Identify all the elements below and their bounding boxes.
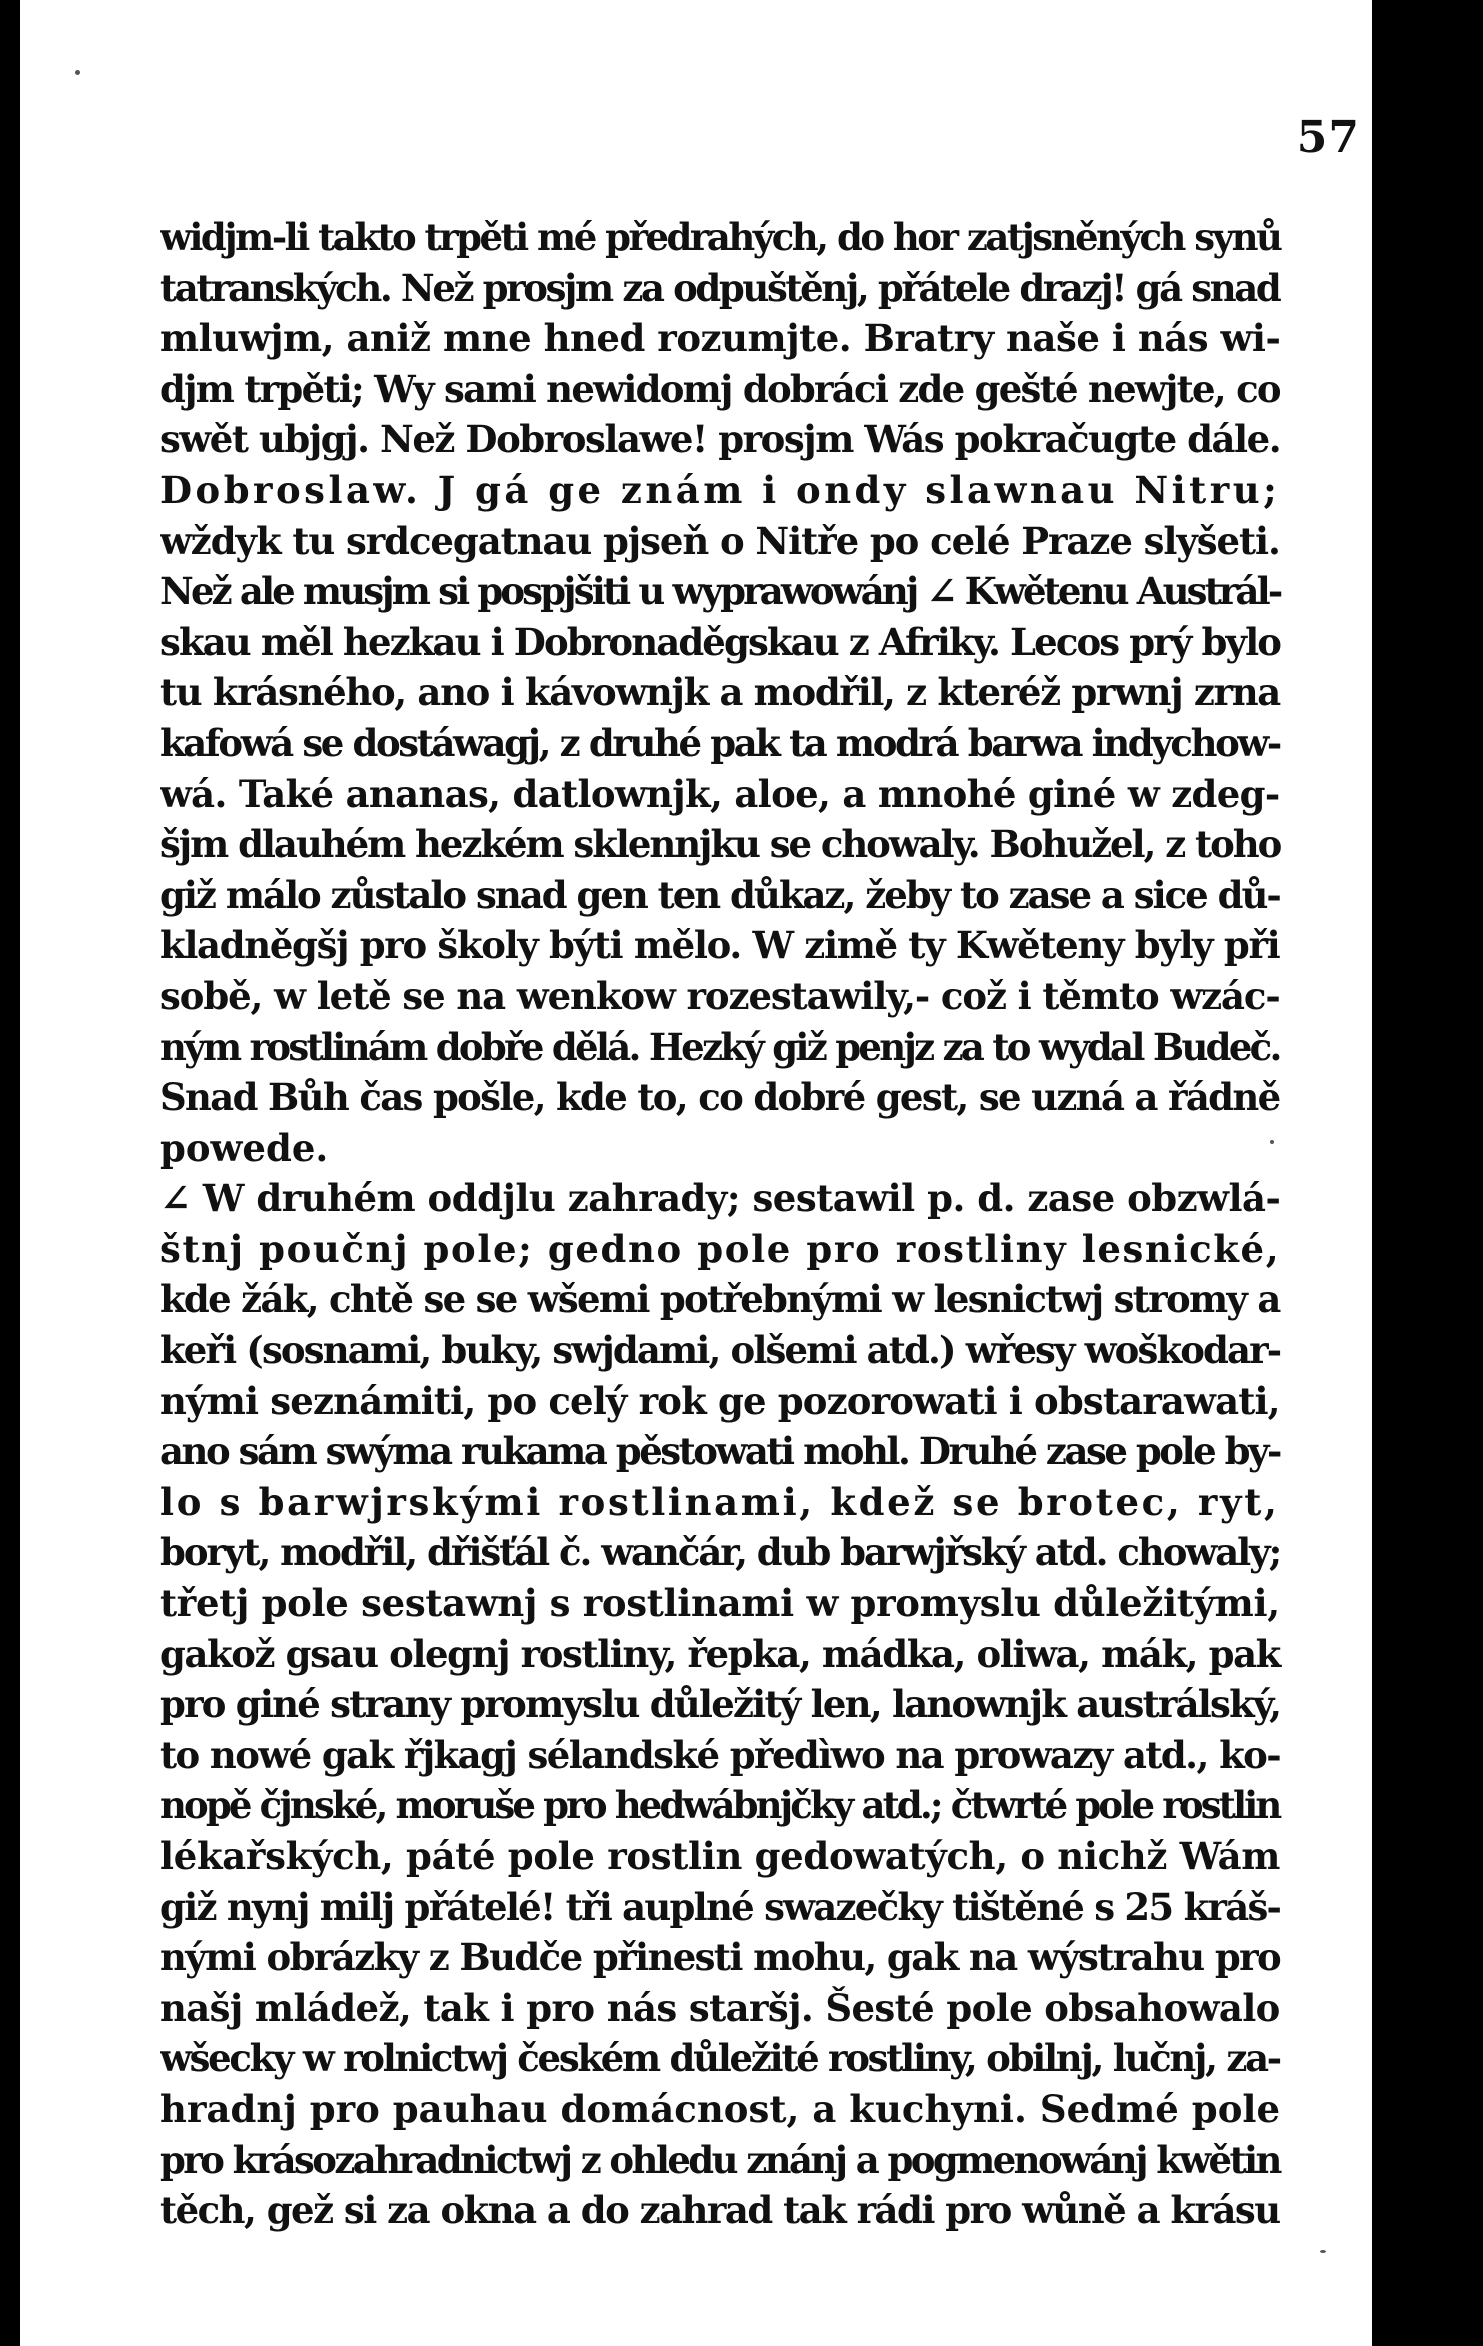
text-line: boryt, modřil, dřišťál č. wančár, dub barwjřský atd. chowaly; (160, 1530, 1281, 1575)
text-line: tu krásného, ano i kávownjk a modřil, z kteréž prwnj zrna (160, 670, 1280, 715)
scan-border (1372, 0, 1483, 2346)
text-line: djm trpěti; Wy sami newidomj dobráci zde gešté newjte, co (160, 366, 1280, 411)
text-line: Dobroslaw. J gá ge znám i ondy slawnau Nitru; (160, 467, 1281, 512)
text-line: Než ale musjm si pospjšiti u wyprawowánj ∠ Kwětenu Austrál- (160, 569, 1281, 614)
text-line: nými seznámiti, po celý rok ge pozorowati i obstarawati, (160, 1378, 1280, 1423)
text-line: to nowé gak řjkagj sélandské předìwo na prowazy atd., ko- (160, 1732, 1281, 1777)
text-line: lo s barwjrskými rostlinami, kdež se brotec, ryt, (160, 1479, 1280, 1524)
speck (1320, 2250, 1326, 2253)
text-line: tatranských. Než prosjm za odpuštěnj, přátele drazj! gá snad (160, 265, 1280, 310)
text-line: kafowá se dostáwagj, z druhé pak ta modrá barwa indychow- (160, 720, 1280, 765)
text-line: skau měl hezkau i Dobronaděgskau z Afriky. Lecos prý bylo (160, 619, 1281, 664)
text-line: wšecky w rolnictwj českém důležité rostliny, obilnj, lučnj, za- (160, 2036, 1280, 2081)
text-line: nopě čjnské, moruše pro hedwábnjčky atd.; čtwrté pole rostlin (160, 1783, 1280, 1828)
text-line: kladněgšj pro školy býti mělo. W zimě ty Kwěteny byly při (160, 923, 1280, 968)
text-line: widjm-li takto trpěti mé předrahých, do hor zatjsněných synů (160, 215, 1281, 259)
text-line: těch, gež si za okna a do zahrad tak rádi pro wůně a krásu (160, 2188, 1280, 2233)
text-line: lékařských, páté pole rostlin gedowatých, o nichž Wám (160, 1834, 1281, 1878)
text-line: štnj poučnj pole; gedno pole pro rostliny lesnické, (160, 1226, 1281, 1271)
text-line: keři (sosnami, buky, swjdami, olšemi atd.) wřesy woškodar- (160, 1328, 1281, 1373)
speck (75, 70, 80, 75)
text-line: kde žák, chtě se se wšemi potřebnými w lesnictwj stromy a (160, 1277, 1280, 1322)
text-line: giž nynj milj přátelé! tři auplné swazečky tištěné s 25 kráš- (160, 1884, 1281, 1929)
body-text (160, 212, 1380, 2236)
text-line: powede. (160, 1125, 329, 1170)
page-number: 57 (1296, 112, 1360, 163)
text-line: gakož gsau olegnj rostliny, řepka, mádka, oliwa, mák, pak (160, 1631, 1280, 1676)
text-line: pro giné strany promyslu důležitý len, lanownjk austrálský, (160, 1682, 1281, 1727)
scanned-page (20, 0, 1372, 2346)
text-line: giž málo zůstalo snad gen ten důkaz, žeby to zase a sice dů- (160, 872, 1280, 917)
text-line: mluwjm, aniž mne hned rozumjte. Bratry naše i nás wi- (160, 316, 1281, 361)
text-line: nými obrázky z Budče přinesti mohu, gak na wýstrahu pro (160, 1935, 1281, 1980)
text-line: wždyk tu srdcegatnau pjseň o Nitře po celé Praze slyšeti. (160, 518, 1280, 563)
text-line: swět ubjgj. Než Dobroslawe! prosjm Wás pokračugte dále. (160, 417, 1281, 462)
text-line: ∠ W druhém oddjlu zahrady; sestawil p. d. zase obzwlá- (160, 1176, 1281, 1221)
text-line: ano sám swýma rukama pěstowati mohl. Druhé zase pole by- (160, 1429, 1280, 1474)
text-line: šjm dlauhém hezkém sklennjku se chowaly. Bohužel, z toho (160, 822, 1281, 867)
text-line: třetj pole sestawnj s rostlinami w promyslu důležitými, (160, 1581, 1280, 1626)
text-line: wá. Také ananas, datlownjk, aloe, a mnohé giné w zdeg- (160, 771, 1280, 816)
text-line: hradnj pro pauhau domácnost, a kuchyni. Sedmé pole (160, 2086, 1281, 2131)
text-line: našj mládež, tak i pro nás staršj. Šesté pole obsahowalo (160, 1985, 1280, 2030)
text-line: ným rostlinám dobře dělá. Hezký giž penjz za to wydal Budeč. (160, 1024, 1280, 1069)
text-line: pro krásozahradnictwj z ohledu znánj a pogmenowánj kwětin (160, 2137, 1280, 2182)
speck (1270, 1140, 1274, 1144)
text-line: Snad Bůh čas pošle, kde to, co dobré gest, se uzná a řádně (160, 1075, 1280, 1120)
text-line: sobě, w letě se na wenkow rozestawily,- což i těmto wzác- (160, 973, 1280, 1018)
